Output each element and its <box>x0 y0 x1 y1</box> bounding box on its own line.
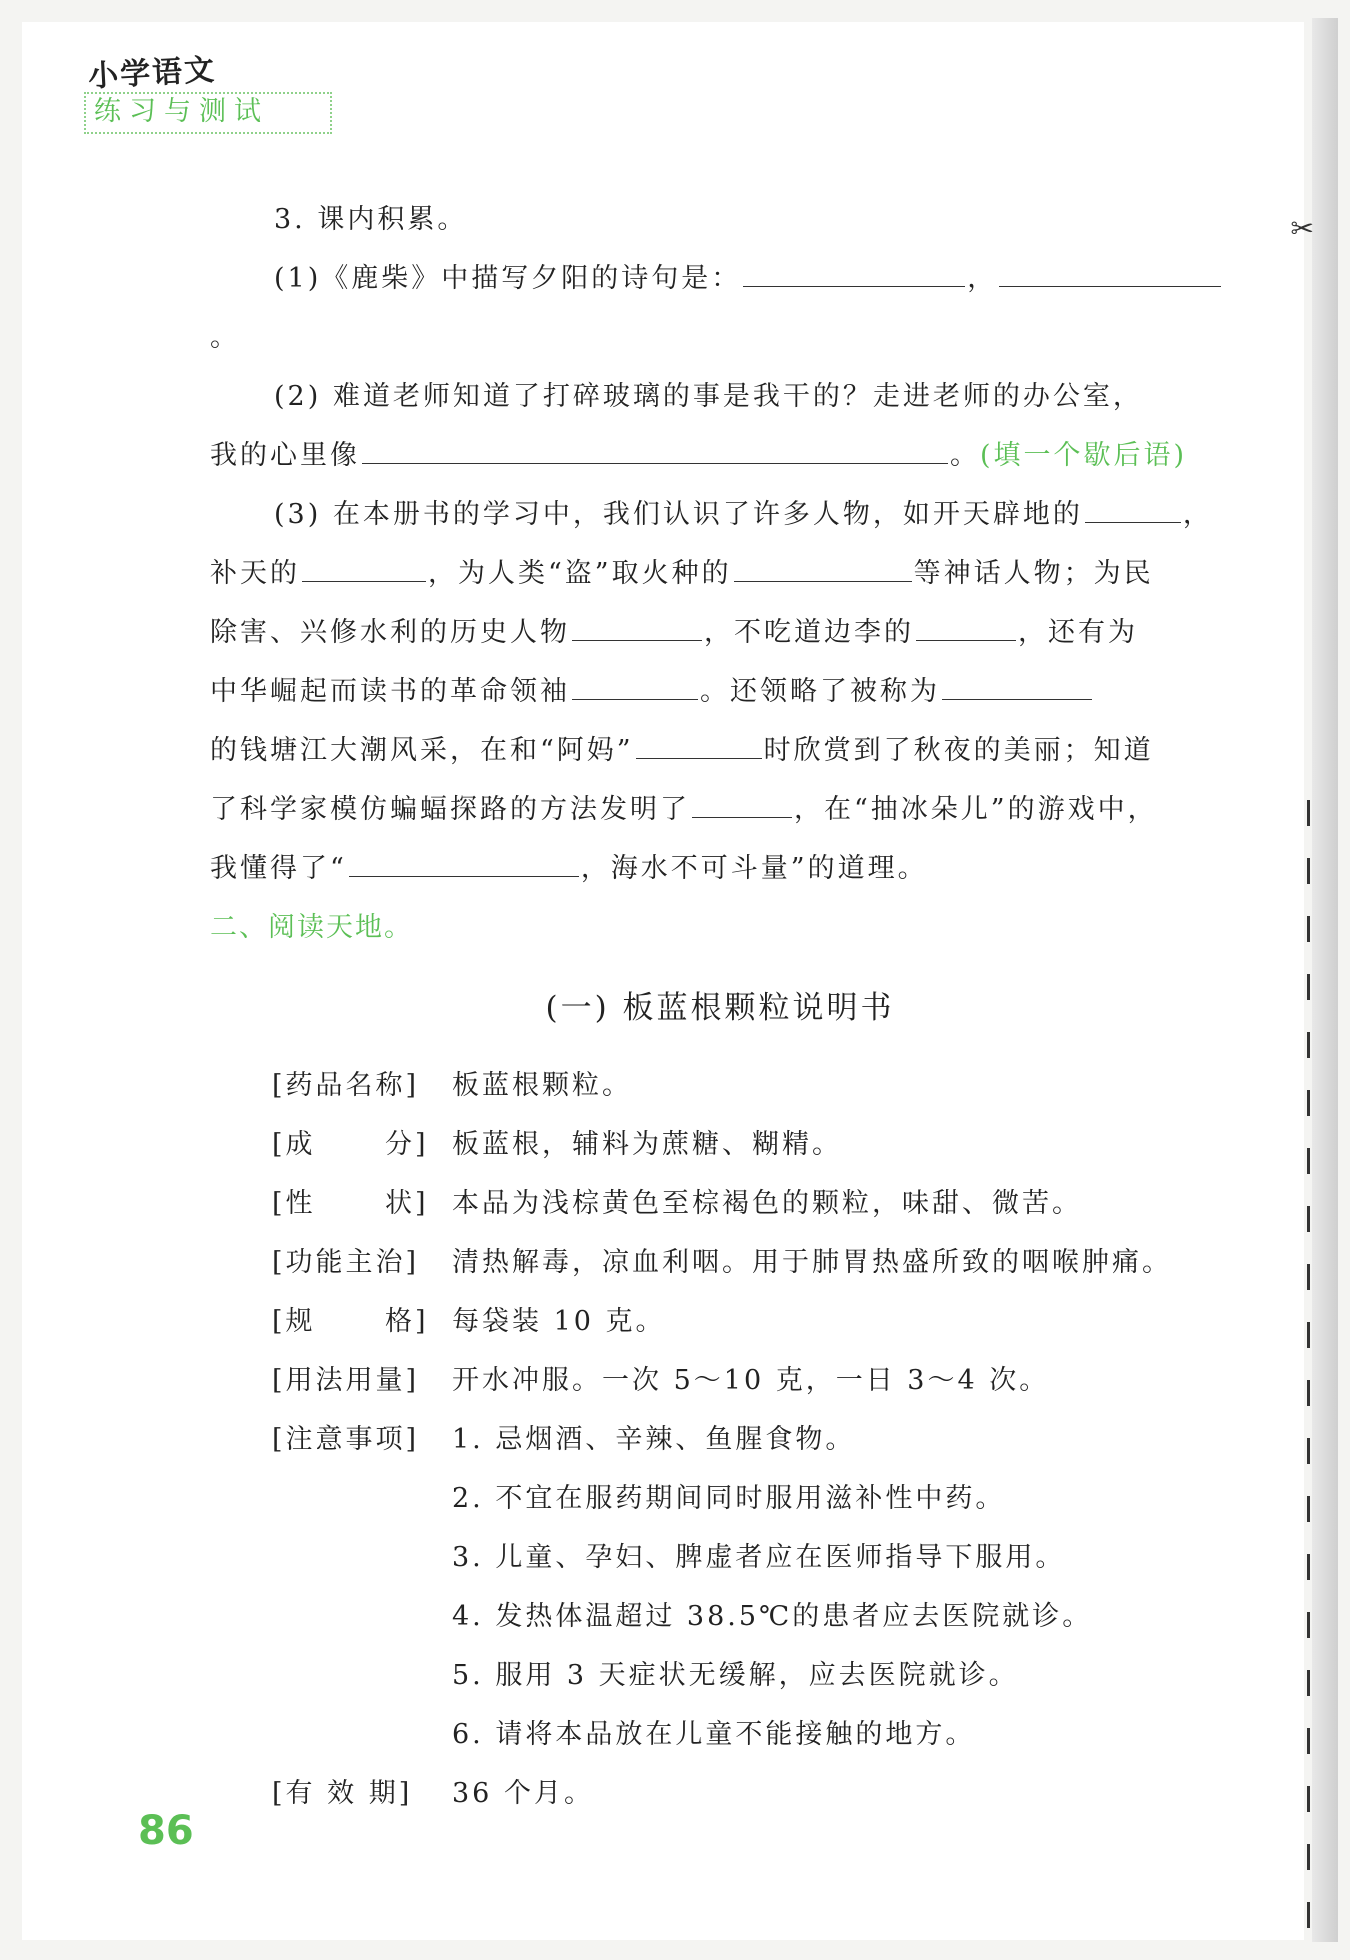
q3-text: 除害、兴修水利的历史人物 <box>210 617 570 648</box>
q3-text: ，还有为 <box>1018 617 1138 648</box>
answer-blank[interactable] <box>349 842 579 877</box>
note-item: 3. 儿童、孕妇、脾虚者应在医师指导下服用。 <box>452 1542 1066 1573</box>
leaflet-value: 开水冲服。一次 5～10 克，一日 3～4 次。 <box>452 1365 1050 1396</box>
q3-text: ， <box>1182 499 1213 530</box>
leaflet-value: 板蓝根，辅料为蔗糖、糊精。 <box>452 1129 842 1160</box>
q3-text: ，在“抽冰朵儿”的游戏中， <box>794 794 1158 825</box>
q3-text: 等神话人物；为民 <box>913 558 1154 589</box>
leaflet-row <box>272 1233 1230 1292</box>
leaflet-key: [成 分] <box>272 1129 429 1160</box>
leaflet-row <box>272 1764 1230 1823</box>
answer-blank[interactable] <box>692 783 792 818</box>
scissor-icon: ✂ <box>1290 212 1314 245</box>
q3-text: 。还领略了被称为 <box>700 676 940 707</box>
q1-sep: ， <box>967 263 998 294</box>
notes-list <box>452 1410 1230 1764</box>
leaflet-row <box>272 1351 1230 1410</box>
medicine-leaflet <box>272 1056 1230 1823</box>
q2-end: 。 <box>950 440 980 471</box>
reading-title: (一) 板蓝根颗粒说明书 <box>545 990 895 1026</box>
answer-blank[interactable] <box>734 547 912 582</box>
answer-blank[interactable] <box>942 665 1092 700</box>
q3-text: ，海水不可斗量”的道理。 <box>580 853 928 884</box>
brand-title: 小学语文 <box>87 52 218 95</box>
q3-text: ，不吃道边李的 <box>704 617 914 648</box>
answer-blank[interactable] <box>572 606 702 641</box>
leaflet-key: [规 格] <box>272 1306 429 1337</box>
answer-blank[interactable] <box>999 252 1221 287</box>
q3-text: 补天的 <box>210 558 300 589</box>
leaflet-key: [性 状] <box>272 1188 429 1219</box>
question-3-line4 <box>210 662 1230 721</box>
answer-blank[interactable] <box>636 724 762 759</box>
q3-text: 了科学家模仿蝙蝠探路的方法发明了 <box>210 794 690 825</box>
section-heading: 二、阅读天地。 <box>210 912 413 943</box>
leaflet-row <box>272 1174 1230 1233</box>
q3-text: (3) 在本册书的学习中，我们认识了许多人物，如开天辟地的 <box>274 499 1083 530</box>
leaflet-value: 每袋装 10 克。 <box>452 1306 666 1337</box>
page-number: 86 <box>138 1808 194 1854</box>
question-1 <box>210 249 1230 367</box>
answer-blank[interactable] <box>362 429 948 464</box>
question-3-line7 <box>210 839 1230 898</box>
q3-text: ，为人类“盗”取火种的 <box>428 558 732 589</box>
answer-blank[interactable] <box>916 606 1016 641</box>
question-2-line1: (2) 难道老师知道了打碎玻璃的事是我干的？走进老师的办公室， <box>274 381 1143 412</box>
brand-subtitle: 练习与测试 <box>84 92 332 134</box>
q3-text: 中华崛起而读书的革命领袖 <box>210 676 570 707</box>
q2-hint: (填一个歇后语) <box>980 440 1188 471</box>
question-3-line1 <box>210 485 1230 544</box>
leaflet-key: [功能主治] <box>272 1247 420 1278</box>
leaflet-row <box>272 1292 1230 1351</box>
q3-text: 我懂得了“ <box>210 853 347 884</box>
answer-blank[interactable] <box>1085 488 1181 523</box>
leaflet-key: [注意事项] <box>272 1424 420 1455</box>
answer-blank[interactable] <box>302 547 426 582</box>
note-item: 5. 服用 3 天症状无缓解，应去医院就诊。 <box>452 1660 1019 1691</box>
q1-end: 。 <box>210 322 240 353</box>
question-3-line3 <box>210 603 1230 662</box>
page-content <box>210 190 1230 1823</box>
question-3-line2 <box>210 544 1230 603</box>
answer-blank[interactable] <box>572 665 698 700</box>
leaflet-key: [用法用量] <box>272 1365 420 1396</box>
question-3-line5 <box>210 721 1230 780</box>
answer-blank[interactable] <box>743 252 965 287</box>
q3-text: 时欣赏到了秋夜的美丽；知道 <box>763 735 1154 766</box>
note-item: 6. 请将本品放在儿童不能接触的地方。 <box>452 1719 976 1750</box>
question-3-line6 <box>210 780 1230 839</box>
leaflet-key: [有 效 期] <box>272 1778 413 1809</box>
note-item: 2. 不宜在服药期间同时服用滋补性中药。 <box>452 1483 1006 1514</box>
leaflet-row <box>272 1410 1230 1764</box>
book-spine <box>1312 18 1338 1942</box>
question-2-line2 <box>210 426 1230 485</box>
leaflet-value: 清热解毒，凉血利咽。用于肺胃热盛所致的咽喉肿痛。 <box>452 1247 1172 1278</box>
note-item: 1. 忌烟酒、辛辣、鱼腥食物。 <box>452 1424 856 1455</box>
leaflet-row <box>272 1115 1230 1174</box>
exercise-heading: 3. 课内积累。 <box>274 204 468 235</box>
q1-text: (1)《鹿柴》中描写夕阳的诗句是： <box>274 263 742 294</box>
note-item: 4. 发热体温超过 38.5℃的患者应去医院就诊。 <box>452 1601 1093 1632</box>
leaflet-key: [药品名称] <box>272 1070 420 1101</box>
leaflet-value: 本品为浅棕黄色至棕褐色的颗粒，味甜、微苦。 <box>452 1188 1082 1219</box>
leaflet-value: 36 个月。 <box>452 1778 594 1809</box>
leaflet-row <box>272 1056 1230 1115</box>
leaflet-value: 板蓝根颗粒。 <box>452 1070 632 1101</box>
q2-text: 我的心里像 <box>210 440 360 471</box>
cut-line <box>1307 800 1310 1930</box>
q3-text: 的钱塘江大潮风采，在和“阿妈” <box>210 735 634 766</box>
